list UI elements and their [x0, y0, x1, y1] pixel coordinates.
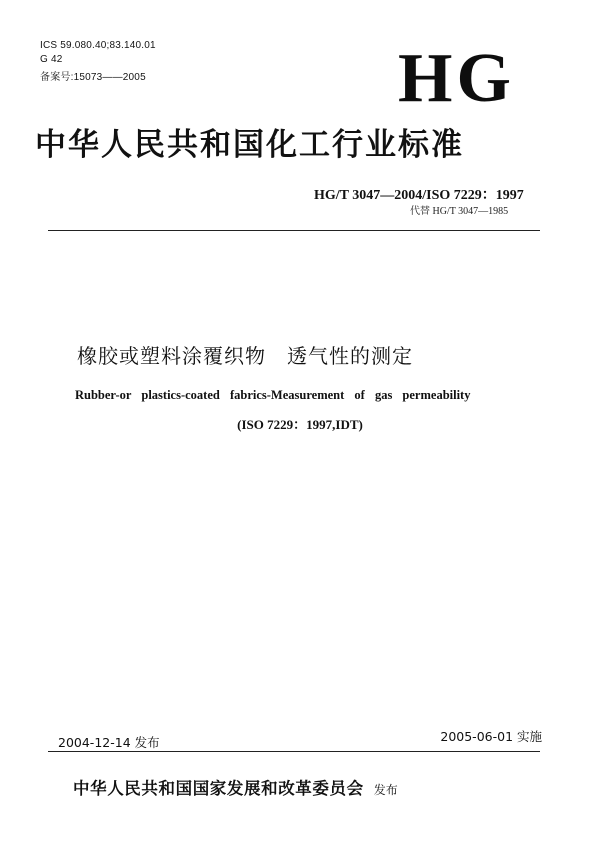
title-english: Rubber-or plastics-coated fabrics-Measurement of gas permeability: [75, 388, 471, 402]
hg-logo: HG: [398, 40, 515, 117]
filing-number: 备案号:15073——2005: [40, 72, 146, 83]
publisher: [73, 775, 398, 799]
title-chinese: 橡胶或塑料涂覆织物 透气性的测定: [77, 344, 413, 368]
ics-code: ICS 59.080.40;83.140.01: [40, 40, 156, 51]
standard-classification: 中华人民共和国化工行业标准: [35, 127, 464, 163]
standard-number: HG/T 3047—2004/ISO 7229：1997: [314, 188, 524, 203]
ccs-code: G 42: [40, 54, 63, 65]
top-divider: [48, 230, 540, 231]
publisher-name: 中华人民共和国国家发展和改革委员会: [73, 779, 364, 798]
issue-date: 2004-12-14 发布: [58, 735, 160, 750]
replaces-standard: 代替 HG/T 3047—1985: [410, 206, 509, 217]
implementation-date: 2005-06-01 实施: [440, 729, 542, 744]
iso-reference: (ISO 7229：1997,IDT): [237, 417, 363, 432]
publisher-suffix: 发布: [373, 783, 398, 797]
bottom-divider: [48, 751, 540, 752]
